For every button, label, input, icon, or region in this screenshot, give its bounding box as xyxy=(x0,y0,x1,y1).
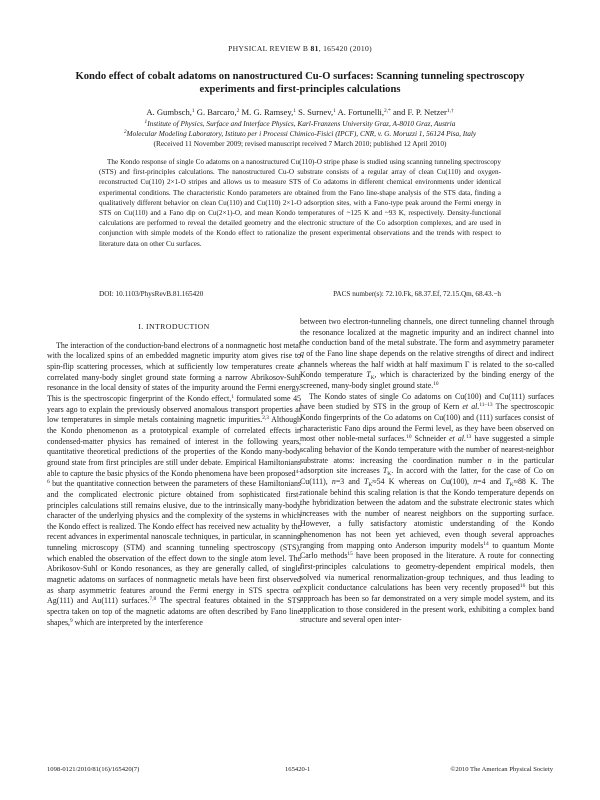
abstract: The Kondo response of single Co adatoms on a nanostructured Cu(110)-O stripe phase is studied using scanning tunneling spectroscopy (STS) and first-principles calculations. The nanostructured Cu-O substrate consists of a regular array of clean Cu(110) and oxygen-reconstructed Cu(110) 2×1-O stripes and allows us to measure STS of Co adatoms in different chemical environments under identical experimental conditions. The characteristic Kondo parameters are obtained from the Fano line-shape analysis of the STS data, finding a qualitatively different behavior on clean Cu(110) and Cu(110) 2×1-O adsorption sites, with a Fano-type peak around the Fermi energy in STS on Cu(110) and a Fano dip on Cu(2×1)-O, and mean Kondo temperatures of ~125 K and ~93 K, respectively. Density-functional calculations are performed to reveal the detailed geometry and the electronic structure of the Co adsorption complexes, and are used in conjunction with simple models of the Kondo effect to rationalize the present experimental observations and the trends with respect to literature data on other Cu surfaces. xyxy=(99,158,501,248)
citation[interactable]: 1 xyxy=(231,393,234,400)
citation[interactable]: 14 xyxy=(483,540,489,547)
citation[interactable]: 4–6 xyxy=(47,468,301,486)
citation[interactable]: 10 xyxy=(433,380,439,387)
citation[interactable]: 15 xyxy=(347,551,353,558)
journal-volume: 81 xyxy=(310,44,319,53)
citation[interactable]: 7,8 xyxy=(149,596,157,603)
doi-pacs-row xyxy=(99,290,501,302)
author[interactable]: and F. P. Netzer xyxy=(392,107,447,117)
left-column xyxy=(47,322,301,762)
journal-header xyxy=(0,44,600,53)
footer-issn: 1098-0121/2010/81(16)/165420(7) xyxy=(47,766,140,773)
author[interactable]: A. Gumbsch, xyxy=(146,107,192,117)
footer-copyright: ©2010 The American Physical Society xyxy=(450,766,553,773)
journal-name: PHYSICAL REVIEW B xyxy=(228,44,309,53)
author[interactable]: S. Surnev, xyxy=(298,107,334,117)
citation[interactable]: 16 xyxy=(519,583,526,590)
footer-page-number: 165420-1 xyxy=(285,766,311,773)
citation[interactable]: 11–13 xyxy=(479,402,493,409)
author[interactable]: G. Barcaro, xyxy=(196,107,237,117)
pacs-numbers: PACS number(s): 72.10.Fk, 68.37.Ef, 72.15.Qm, 68.43.−h xyxy=(333,290,501,298)
right-column xyxy=(300,317,554,762)
author[interactable]: A. Fortunelli, xyxy=(337,107,385,117)
article-title: Kondo effect of cobalt adatoms on nanostructured Cu-O surfaces: Scanning tunneling spectroscopy experiments and first-principles calculations xyxy=(75,71,525,96)
section-heading: I. INTRODUCTION xyxy=(138,322,210,331)
citation[interactable]: 10 xyxy=(406,434,412,441)
affiliation: $^1$Institute of Physics, Surface and Interface Physics, Karl-Franzens University Graz, A-8010 Graz, Austria xyxy=(144,119,456,128)
received-dates: (Received 11 November 2009; revised manuscript received 7 March 2010; published 12 April 2010) xyxy=(153,139,447,148)
affiliation: $^2$Molecular Modeling Laboratory, Istituto per i Processi Chimico-Fisici (IPCF), CNR, v. G. Moruzzi 1, 56124 Pisa, Italy xyxy=(123,129,477,138)
doi: DOI: 10.1103/PhysRevB.81.165420 xyxy=(99,290,204,298)
doi-link[interactable]: 10.1103/PhysRevB.81.165420 xyxy=(115,290,204,298)
author[interactable]: M. G. Ramsey, xyxy=(241,107,294,117)
author-list: A. Gumbsch,$^1$ G. Barcaro,$^2$ M. G. Ramsey,$^1$ S. Surnev,$^1$ A. Fortunelli,$^{2,*}$ and F. P. Netzer$^{1,\dagger}$ xyxy=(146,107,454,117)
paragraph: between two electron-tunneling channels, one direct tunneling channel through the resonance localized at the magnetic impurity and an indirect channel into the conduction band of the metal substrate. The form and asymmetry parameter q of the Fano line shape depends on the relative strengths of direct and indirect channels whereas the half width at half maximum Γ is related to the so-called Kondo temperature $T_K$, which is characterized by the binding energy of the screened, many-body singlet ground state.$^{10}$ xyxy=(300,317,554,390)
citation[interactable]: 2,3 xyxy=(262,415,269,422)
page-footer xyxy=(47,766,553,778)
citation[interactable]: 13 xyxy=(465,434,472,441)
paragraph: The interaction of the conduction-band electrons of a nonmagnetic host metal with the localized spins of an embedded magnetic impurity atom gives rise to spin-flip scattering processes, which at sufficiently low temperatures create a correlated many-body singlet ground state forming a narrow Abrikosov-Suhl resonance in the local density of states of the impurity around the Fermi energy. This is the spectroscopic fingerprint of the Kondo effect,$^1$ formulated some 45 years ago to explain the previously observed anomalous transport properties at low temperatures in simple metals containing magnetic impurities.$^{2,3}$ Although the Kondo phenomenon as a prototypical example of correlated effects in condensed-matter physics has remained of interest in the following years, quantitative theoretical predictions of the properties of the Kondo many-body ground state from first principles are still under debate. Empirical Hamiltonians able to capture the basic physics of the Kondo phenomena have been proposed$^{4-6}$ but the quantitative connection between the parameters of these Hamiltonians and the complicated electronic picture obtained from sophisticated first-principles calculations still remains elusive, due to the intrinsically many-body character of the underlying physics and the complexity of the systems in which the Kondo effect is realized. The Kondo effect has received new actuality by the recent advances in experimental nanoscale techniques, in particular, in scanning tunneling microscopy (STM) and scanning tunneling spectroscopy (STS), which enabled the observation of the effect down to the single atom level. The Abrikosov-Suhl or Kondo resonances, as they are generally called, of single magnetic adatoms on surfaces of nonmagnetic metals have been first observed as sharp asymmetric features around the Fermi energy in STS spectra on Ag(111) and Au(111) surfaces.$^{7,8}$ The spectral features obtained in the STS spectra taken on top of the magnetic adatoms are often described by Fano line shapes,$^9$ which are interpreted by the interference xyxy=(47,340,301,627)
citation[interactable]: 9 xyxy=(70,617,73,624)
paragraph: The Kondo states of single Co adatoms on Cu(100) and Cu(111) surfaces have been studied by STS in the group of Kern et al.$^{11-13}$ The spectroscopic Kondo fingerprints of the Co adatoms on Cu(100) and (111) surfaces consist of characteristic Fano dips around the Fermi level, as they have been observed on most other noble-metal surfaces.$^{10}$ Schneider et al.$^{13}$ have suggested a simple scaling behavior of the Kondo temperature with the number of nearest-neighbor substrate atoms: increasing the coordination number n in the particular adsorption site increases $T_K$. In accord with the latter, for the case of Co on Cu(111), n=3 and $T_K\approx 54$ K whereas on Cu(100), n=4 and $T_K\approx 88$ K. The rationale behind this scaling relation is that the Kondo temperature depends on the hybridization between the adatom and the substrate electronic states which increases with the number of nearest neighbors on the supporting surface. However, a fully satisfactory atomistic understanding of the Kondo phenomenon has not been yet achieved, even though several approaches ranging from mapping onto Anderson impurity models$^{14}$ to quantum Monte Carlo methods$^{15}$ have been proposed in the literature. A route for connecting first-principles calculations to geometry-dependent empirical models, then solved via numerical renormalization-group techniques, and thus leading to explicit conductance calculations has been very recently proposed$^{16}$ but this approach has been so far demonstrated on a very simple model system, and its application to those considered in the present work, exhibiting a complex band structure and several open inter- xyxy=(300,391,554,625)
journal-pages-year: , 165420 (2010) xyxy=(318,44,372,53)
